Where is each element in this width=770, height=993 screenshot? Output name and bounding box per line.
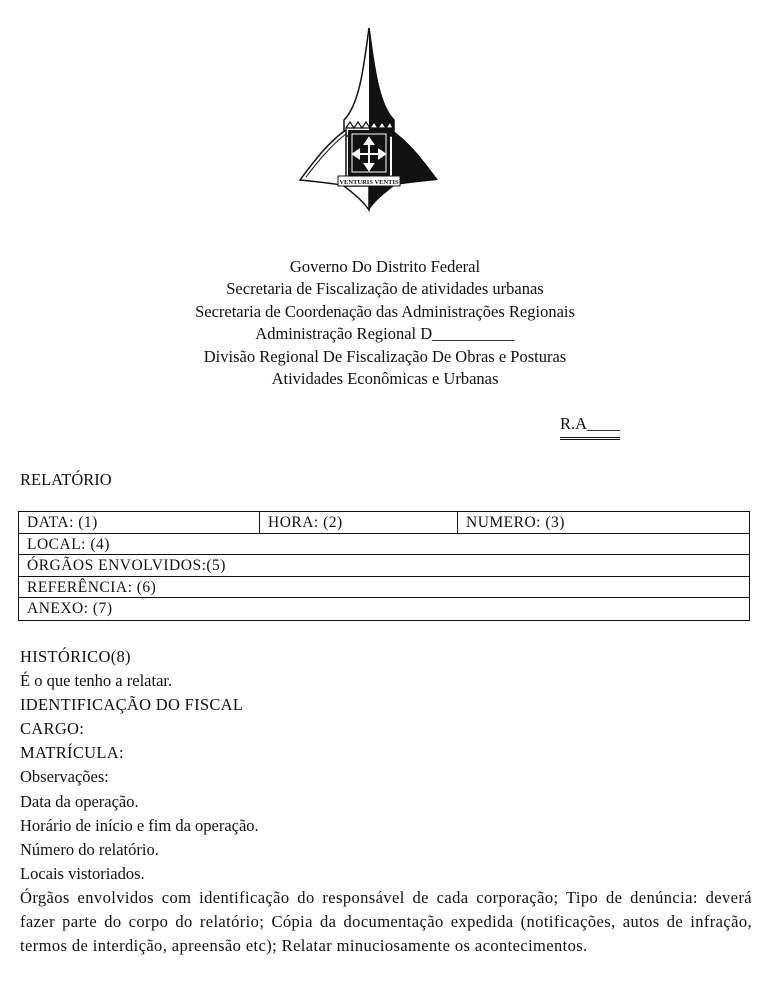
observacao-item: Horário de início e fim da operação. xyxy=(20,815,259,835)
observacao-item: Número do relatório. xyxy=(20,839,159,859)
header-line-divisao-regional: Divisão Regional De Fiscalização De Obras e Posturas xyxy=(203,346,567,366)
header-line-administracao-regional: Administração Regional D__________ xyxy=(255,324,515,344)
relatar-line: É o que tenho a relatar. xyxy=(20,671,173,691)
form-field-referencia: REFERÊNCIA: (6) xyxy=(27,578,157,596)
report-title: RELATÓRIO xyxy=(20,470,112,489)
instructions-paragraph: Órgãos envolvidos com identificação do responsável de cada corporação; Tipo de denúncia: deverá fazer parte do corpo do relatório; Cópia da documentação expedida (notificações, autos de infração, termos de interdição, apreensão etc); Relatar minuciosamente os acontecimentos. xyxy=(20,887,752,956)
distrito-federal-emblem xyxy=(298,24,440,212)
historico-heading: HISTÓRICO(8) xyxy=(20,647,131,666)
form-field-numero: NUMERO: (3) xyxy=(466,514,565,531)
observacao-item: Data da operação. xyxy=(20,791,139,811)
form-field-local: LOCAL: (4) xyxy=(27,535,110,553)
form-field-hora: HORA: (2) xyxy=(260,512,458,533)
form-row-orgaos xyxy=(19,555,749,577)
form-field-anexo: ANEXO: (7) xyxy=(27,600,113,617)
form-row-anexo xyxy=(19,598,749,620)
matricula-label: MATRÍCULA: xyxy=(20,743,124,763)
header-block xyxy=(120,256,650,390)
header-line-secretaria-coordenacao: Secretaria de Coordenação das Administrações Regionais xyxy=(195,301,575,321)
report-form-table xyxy=(18,511,750,621)
header-line-secretaria-fiscalizacao: Secretaria de Fiscalização de atividades urbanas xyxy=(226,279,544,299)
report-body xyxy=(20,645,752,958)
header-line-atividades: Atividades Econômicas e Urbanas xyxy=(271,369,499,389)
emblem-motto: VENTURIS VENTIS xyxy=(339,179,399,186)
header-line-governo: Governo Do Distrito Federal xyxy=(289,257,481,276)
identificacao-heading: IDENTIFICAÇÃO DO FISCAL xyxy=(20,695,244,715)
form-row-referencia xyxy=(19,577,749,599)
form-field-orgaos: ÓRGÃOS ENVOLVIDOS:(5) xyxy=(27,557,226,574)
cargo-label: CARGO: xyxy=(20,719,85,739)
form-field-data: DATA: (1) xyxy=(19,512,260,533)
ra-label: R.A____ xyxy=(560,414,620,440)
observacao-item: Locais vistoriados. xyxy=(20,863,145,883)
observacoes-label: Observações: xyxy=(20,767,109,787)
form-row-local xyxy=(19,534,749,556)
form-row-data-hora-numero xyxy=(19,512,749,534)
